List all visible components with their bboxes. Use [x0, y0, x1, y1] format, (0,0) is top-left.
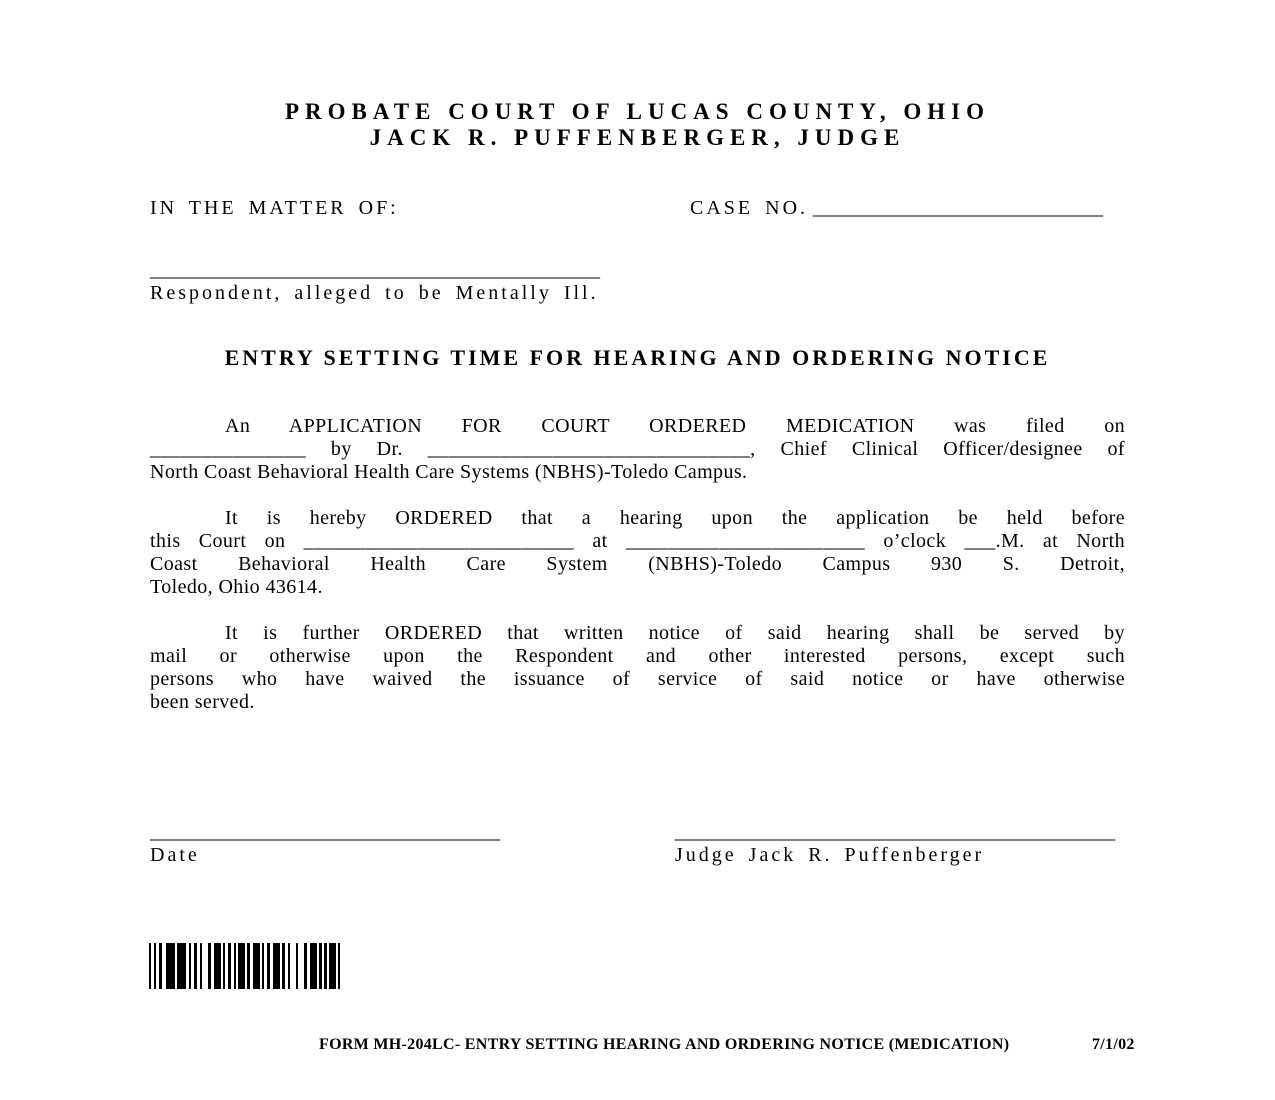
entry-title: ENTRY SETTING TIME FOR HEARING AND ORDERING NOTICE: [224, 345, 1051, 370]
judge-signature-blank: ____________________________________________: [675, 821, 1115, 843]
barcode-bar: [194, 943, 197, 989]
barcode-bar: [304, 943, 307, 989]
case-caption-row: [150, 197, 1125, 221]
respondent-name-blank: _____________________________________________: [150, 259, 600, 281]
barcode-bar: [324, 943, 327, 989]
paragraph-2: [150, 507, 1125, 599]
barcode-bar: [154, 943, 156, 989]
body-paragraphs: [150, 415, 1125, 737]
barcode-bar: [296, 943, 298, 989]
paragraph-2-line-4: Toledo, Ohio 43614.: [150, 576, 323, 598]
barcode-bar: [223, 943, 225, 989]
barcode-bar: [310, 943, 317, 989]
form-revision-date: 7/1/02: [1092, 1036, 1135, 1053]
form-number-text: FORM MH-204LC- ENTRY SETTING HEARING AND ORDERING NOTICE (MEDICATION): [319, 1036, 1010, 1053]
paragraph-1: [150, 415, 1125, 484]
case-number-group: [690, 197, 1103, 220]
respondent-label: Respondent, alleged to be Mentally Ill.: [150, 282, 599, 304]
respondent-block: [150, 259, 600, 305]
paragraph-3: [150, 622, 1125, 714]
barcode-bar: [166, 943, 175, 989]
date-label: Date: [150, 844, 200, 866]
paragraph-1-line-2: _______________ by Dr. _______________________________, Chief Clinical Officer/designee of: [150, 438, 1125, 460]
barcode-bar: [149, 943, 151, 989]
judge-signature-label: Judge Jack R. Puffenberger: [675, 844, 985, 866]
barcode-bar: [262, 943, 264, 989]
paragraph-3-line-3: persons who have waived the issuance of service of said notice or have otherwise: [150, 668, 1125, 690]
judge-name-header: JACK R. PUFFENBERGER, JUDGE: [369, 125, 906, 150]
barcode-bar: [319, 943, 322, 989]
court-header: [0, 99, 1275, 151]
barcode-bar: [228, 943, 231, 989]
barcode-bar: [253, 943, 260, 989]
barcode-bar: [238, 943, 245, 989]
paragraph-3-line-4: been served.: [150, 691, 255, 713]
paragraph-2-line-2: this Court on __________________________ at _______________________ o’clock ___.M. at North: [150, 530, 1125, 552]
barcode-bar: [273, 943, 280, 989]
barcode-bar: [267, 943, 270, 989]
barcode-bar: [189, 943, 191, 989]
paragraph-1-line-3: North Coast Behavioral Health Care Systems (NBHS)-Toledo Campus.: [150, 461, 748, 483]
barcode-bar: [177, 943, 186, 989]
barcode: [149, 943, 340, 989]
paragraph-3-line-2: mail or otherwise upon the Respondent and other interested persons, except such: [150, 645, 1125, 667]
barcode-bar: [247, 943, 250, 989]
case-number-blank: _____________________________: [813, 197, 1104, 219]
barcode-bar: [159, 943, 162, 989]
paragraph-3-line-1: It is further ORDERED that written notice of said hearing shall be served by: [225, 622, 1125, 644]
barcode-bar: [288, 943, 290, 989]
date-signature-block: [150, 821, 500, 867]
court-name: PROBATE COURT OF LUCAS COUNTY, OHIO: [284, 99, 991, 124]
barcode-bar: [338, 943, 340, 989]
in-the-matter-of-label: IN THE MATTER OF:: [150, 197, 399, 219]
barcode-bar: [234, 943, 236, 989]
paragraph-1-line-1: An APPLICATION FOR COURT ORDERED MEDICATION was filed on: [225, 415, 1125, 437]
barcode-bar: [282, 943, 285, 989]
judge-signature-block: [675, 821, 1115, 867]
paragraph-2-line-3: Coast Behavioral Health Care System (NBHS)-Toledo Campus 930 S. Detroit,: [150, 553, 1125, 575]
barcode-bar: [200, 943, 202, 989]
paragraph-2-line-1: It is hereby ORDERED that a hearing upon the application be held before: [225, 507, 1125, 529]
barcode-bar: [208, 943, 211, 989]
barcode-bar: [329, 943, 336, 989]
date-signature-blank: ___________________________________: [150, 821, 500, 843]
form-footer: [0, 1036, 1275, 1058]
barcode-bar: [214, 943, 221, 989]
case-number-label: CASE NO.: [690, 197, 809, 219]
